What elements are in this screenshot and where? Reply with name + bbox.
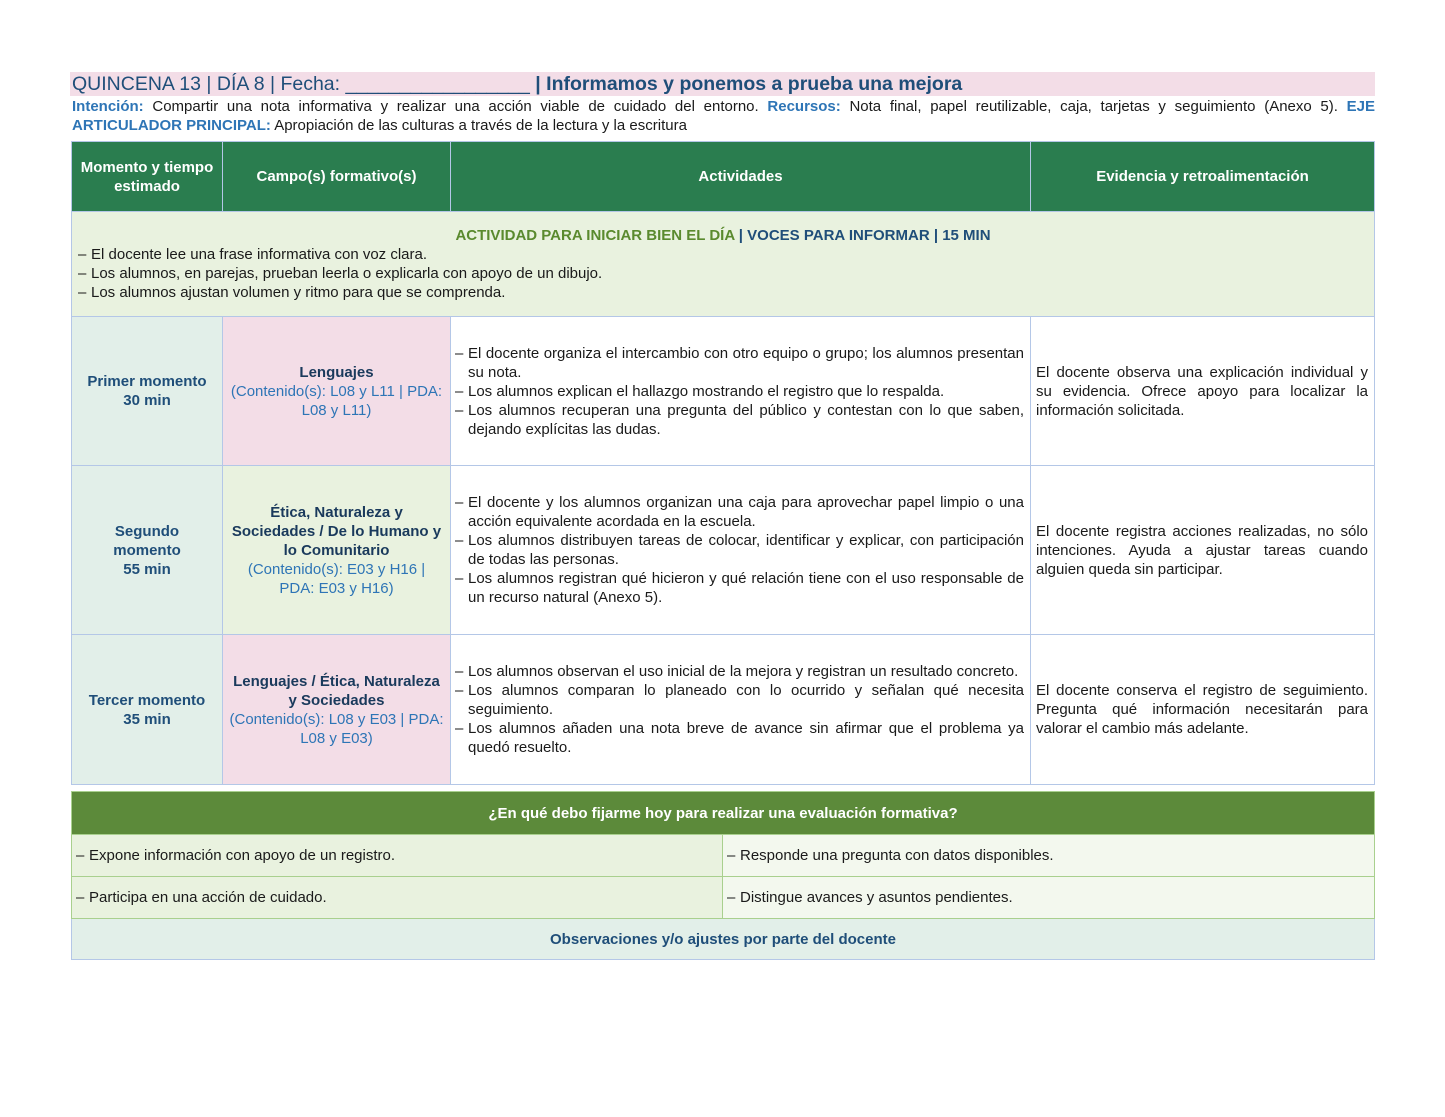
list-item: – Los alumnos recuperan una pregunta del público y contestan con lo que saben, dejando explícitas las dudas. xyxy=(455,401,1024,438)
observations-row xyxy=(72,919,1375,960)
actividades-cell xyxy=(451,635,1031,785)
list-item: – Los alumnos distribuyen tareas de colocar, identificar y explicar, con participación de todas las personas. xyxy=(455,532,1024,568)
evaluation-item: – Participa en una acción de cuidado. xyxy=(72,877,723,919)
evaluation-title: ¿En qué debo fijarme hoy para realizar una evaluación formativa? xyxy=(72,792,1375,835)
header-evidencia: Evidencia y retroalimentación xyxy=(1031,142,1375,212)
evidencia-cell: El docente registra acciones realizadas, no sólo intenciones. Ayuda a ajustar tareas cuando alguien queda sin participar. xyxy=(1031,466,1375,635)
observations-label: Observaciones y/o ajustes por parte del docente xyxy=(72,919,1375,960)
table-row xyxy=(72,635,1375,785)
actividades-cell xyxy=(451,317,1031,466)
table-row xyxy=(72,466,1375,635)
list-item: – Los alumnos comparan lo planeado con lo ocurrido y señalan qué necesita seguimiento. xyxy=(455,682,1024,718)
evaluation-item: – Distingue avances y asuntos pendientes. xyxy=(723,877,1375,919)
start-activity-title: ACTIVIDAD PARA INICIAR BIEN EL DÍA | VOCES PARA INFORMAR | 15 MIN xyxy=(455,227,991,244)
table-header-row xyxy=(72,142,1375,212)
list-item: – Los alumnos registran qué hicieron y qué relación tiene con el uso responsable de un recurso natural (Anexo 5). xyxy=(455,570,1024,606)
planning-page xyxy=(70,72,1375,960)
campo-cell: Ética, Naturaleza y Sociedades / De lo Humano y lo Comunitario (Contenido(s): E03 y H16 | PDA: E03 y H16) xyxy=(223,466,451,635)
list-item: – El docente organiza el intercambio con otro equipo o grupo; los alumnos presentan su nota. xyxy=(455,344,1024,381)
start-activity-row xyxy=(72,212,1375,317)
table-row xyxy=(72,877,1375,919)
campo-cell: Lenguajes / Ética, Naturaleza y Sociedades (Contenido(s): L08 y E03 | PDA: L08 y E03) xyxy=(223,635,451,785)
momento-cell: Segundo momento 55 min xyxy=(72,466,223,635)
list-item: – El docente y los alumnos organizan una caja para aprovechar papel limpio o una acción equivalente acordada en la escuela. xyxy=(455,494,1024,530)
list-item: – Los alumnos ajustan volumen y ritmo para que se comprenda. xyxy=(78,284,506,301)
plan-table xyxy=(71,141,1375,785)
intro-paragraph: Intención: Compartir una nota informativa y realizar una acción viable de cuidado del entorno. Recursos: Nota final, papel reutilizable, caja, tarjetas y seguimiento (Anexo 5). EJE ARTICULADOR PRINCIPAL: Apropiación de las culturas a través de la lectura y la escritura xyxy=(72,98,1375,134)
header-actividades: Actividades xyxy=(451,142,1031,212)
momento-cell: Tercer momento 35 min xyxy=(72,635,223,785)
list-item: – Los alumnos añaden una nota breve de avance sin afirmar que el problema ya quedó resuelto. xyxy=(455,720,1024,756)
date-blank: _________________ xyxy=(345,73,530,95)
evidencia-cell: El docente observa una explicación individual y su evidencia. Ofrece apoyo para localizar la información solicitada. xyxy=(1031,317,1375,466)
header-campo: Campo(s) formativo(s) xyxy=(223,142,451,212)
header-momento: Momento y tiempo estimado xyxy=(72,142,223,212)
evaluation-item: – Expone información con apoyo de un registro. xyxy=(72,835,723,877)
list-item: – Los alumnos observan el uso inicial de la mejora y registran un resultado concreto. xyxy=(455,663,1019,680)
campo-cell: Lenguajes (Contenido(s): L08 y L11 | PDA: L08 y L11) xyxy=(223,317,451,466)
page-title: QUINCENA 13 | DÍA 8 | Fecha: _________________ | Informamos y ponemos a prueba una mejora xyxy=(70,72,1375,96)
start-activity-cell xyxy=(72,212,1375,317)
table-row xyxy=(72,835,1375,877)
momento-cell: Primer momento 30 min xyxy=(72,317,223,466)
evaluation-table xyxy=(71,791,1375,960)
list-item: – Los alumnos, en parejas, prueban leerla o explicarla con apoyo de un dibujo. xyxy=(78,265,603,282)
evidencia-cell: El docente conserva el registro de seguimiento. Pregunta qué información necesitarán para valorar el cambio más adelante. xyxy=(1031,635,1375,785)
evaluation-header-row xyxy=(72,792,1375,835)
table-row xyxy=(72,317,1375,466)
list-item: – Los alumnos explican el hallazgo mostrando el registro que lo respalda. xyxy=(455,382,945,400)
evaluation-item: – Responde una pregunta con datos disponibles. xyxy=(723,835,1375,877)
actividades-cell xyxy=(451,466,1031,635)
list-item: – El docente lee una frase informativa con voz clara. xyxy=(78,246,428,263)
